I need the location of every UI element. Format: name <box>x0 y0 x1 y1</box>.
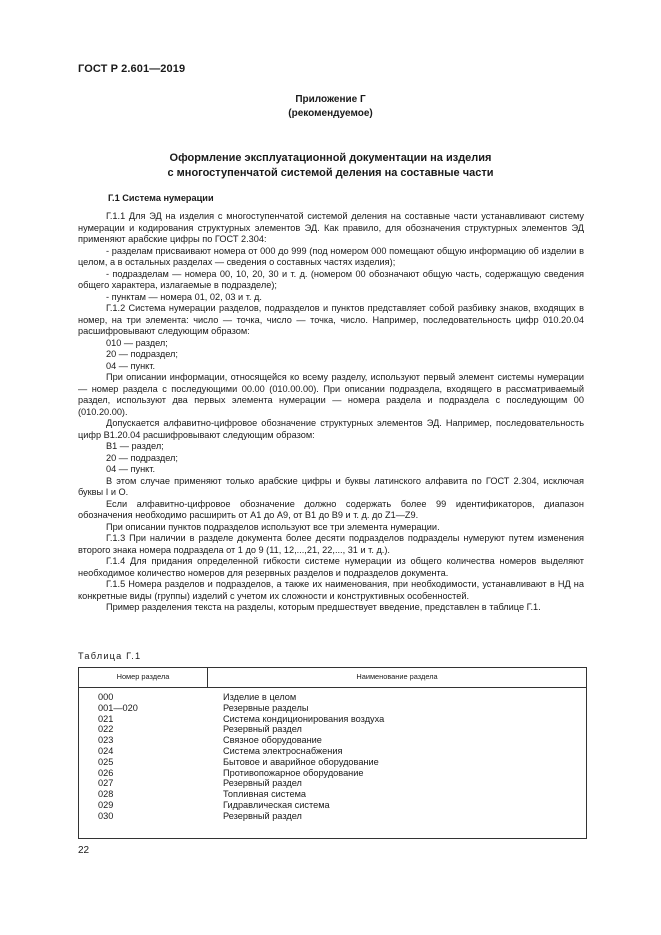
table-row <box>79 692 586 703</box>
section-number: 030 <box>98 810 114 821</box>
section-name: Гидравлическая система <box>223 799 330 810</box>
paragraph: Г.1.4 Для придания определенной гибкости системе нумерации из общего количества номеров выделяют необходимое количество номеров для резервных разделов и подразделов документа. <box>78 556 584 578</box>
section-number: 027 <box>98 778 114 789</box>
section-name: Система электроснабжения <box>223 745 343 756</box>
document-title <box>0 151 661 181</box>
paragraph: Допускается алфавитно-цифровое обозначение структурных элементов ЭД. Например, последовательность цифр В1.20.04 расшифровывают следующим образом: <box>78 418 584 440</box>
section-name: Топливная система <box>223 789 307 800</box>
table-row <box>79 714 586 725</box>
section-name: Резервный раздел <box>223 724 302 735</box>
appendix-heading <box>0 93 661 121</box>
section-name: Резервный раздел <box>223 810 302 821</box>
table-row <box>79 735 586 746</box>
section-name: Резервные разделы <box>223 702 309 713</box>
paragraph: 20 — подраздел; <box>106 349 178 359</box>
section-name: Система кондиционирования воздуха <box>223 713 385 724</box>
paragraph: - разделам присваивают номера от 000 до 999 (под номером 000 помещают общую информацию об изделии в целом, а в остальных разделах — сведения о составных частях изделия); <box>78 245 584 267</box>
paragraph: 04 — пункт. <box>106 464 156 474</box>
section-name: Связное оборудование <box>223 735 322 746</box>
table-body <box>79 692 586 822</box>
table-row <box>79 811 586 822</box>
section-name: Изделие в целом <box>223 692 297 702</box>
column-header-number: Номер раздела <box>116 672 170 681</box>
table-row <box>79 789 586 800</box>
paragraph: Г.1.3 При наличии в разделе документа более десяти подразделов подразделы нумеруют путем изменения второго знака номера подраздела от 1 до 9 (11, 12,...,21, 22,..., 31 и т. д.). <box>78 533 584 555</box>
section-number: 023 <box>98 735 114 746</box>
section-name: Бытовое и аварийное оборудование <box>223 756 379 767</box>
paragraph: 04 — пункт. <box>106 360 156 371</box>
document-code: ГОСТ Р 2.601—2019 <box>78 63 186 75</box>
paragraph: При описании пунктов подразделов используют все три элемента нумерации. <box>106 521 440 532</box>
appendix-title: Приложение Г <box>295 94 366 105</box>
page-number: 22 <box>78 845 90 856</box>
column-header-name: Наименование раздела <box>356 672 438 681</box>
paragraph: В1 — раздел; <box>106 441 164 451</box>
paragraph: Г.1.5 Номера разделов и подразделов, а также их наименования, при необходимости, устанавливают в НД на конкретные виды (группы) изделий с учетом их сложности и конструктивных особенностей. <box>78 579 584 601</box>
paragraph: - пунктам — номера 01, 02, 03 и т. д. <box>106 291 262 302</box>
section-name: Резервный раздел <box>223 778 302 789</box>
paragraph: 20 — подраздел; <box>106 452 178 463</box>
paragraph: - подразделам — номера 00, 10, 20, 30 и т. д. (номером 00 обозначают общую часть, содержащую сведения общего характера, излагаемые в подразделе); <box>78 268 584 290</box>
table-row <box>79 703 586 714</box>
section-number: 024 <box>98 745 114 756</box>
sections-table <box>78 667 587 839</box>
appendix-subtitle: (рекомендуемое) <box>288 108 373 119</box>
table-row <box>79 724 586 735</box>
section-heading: Г.1 Система нумерации <box>108 193 214 203</box>
section-number: 001—020 <box>98 702 138 713</box>
table-row <box>79 757 586 768</box>
paragraph: Если алфавитно-цифровое обозначение должно содержать более 99 идентификаторов, диапазон обозначения необходимо расширить от А1 до А9, от В1 до В9 и т. д. до Z1—Z9. <box>78 498 584 520</box>
section-number: 028 <box>98 789 114 800</box>
section-number: 021 <box>98 713 114 724</box>
paragraph: Г.1.1 Для ЭД на изделия с многоступенчатой системой деления на составные части устанавливают систему нумерации и кодирования структурных элементов ЭД. Как правило, для обозначения структурных элементов ЭД применяют арабские цифры по ГОСТ 2.304: <box>78 211 584 244</box>
paragraph: Пример разделения текста на разделы, которым предшествует введение, представлен в таблице Г.1. <box>106 602 541 612</box>
section-number: 000 <box>98 692 114 702</box>
document-title-line-1: Оформление эксплуатационной документации на изделия <box>169 152 492 164</box>
table-row <box>79 746 586 757</box>
paragraph: 010 — раздел; <box>106 337 168 348</box>
paragraph: При описании информации, относящейся ко всему разделу, используют первый элемент системы нумерации — номер раздела с последующими 00.00 (010.00.00). При описании подраздела, входящего в рассматриваемый раздел, используют два первых элемента нумерации — номера раздела и подраздела с последующим 00 (010.20.00). <box>78 372 584 417</box>
paragraph: Г.1.2 Система нумерации разделов, подразделов и пунктов представляет собой разбивку знаков, входящих в номер, на три элемента: число — точка, число — точка, число. Например, последовательность цифр 010.20.04 расшифровывают следующим образом: <box>78 303 584 336</box>
document-title-line-2: с многоступенчатой системой деления на составные части <box>167 167 494 179</box>
table-row <box>79 778 586 789</box>
section-number: 026 <box>98 767 114 778</box>
section-number: 022 <box>98 724 114 735</box>
section-name: Противопожарное оборудование <box>223 767 364 778</box>
paragraph: В этом случае применяют только арабские цифры и буквы латинского алфавита по ГОСТ 2.304, исключая буквы I и O. <box>78 475 584 497</box>
section-number: 029 <box>98 799 114 810</box>
body-text <box>78 211 584 614</box>
table-row <box>79 800 586 811</box>
table-caption: Таблица Г.1 <box>78 651 142 661</box>
table-row <box>79 768 586 779</box>
table-header-row <box>79 668 586 688</box>
section-number: 025 <box>98 756 114 767</box>
